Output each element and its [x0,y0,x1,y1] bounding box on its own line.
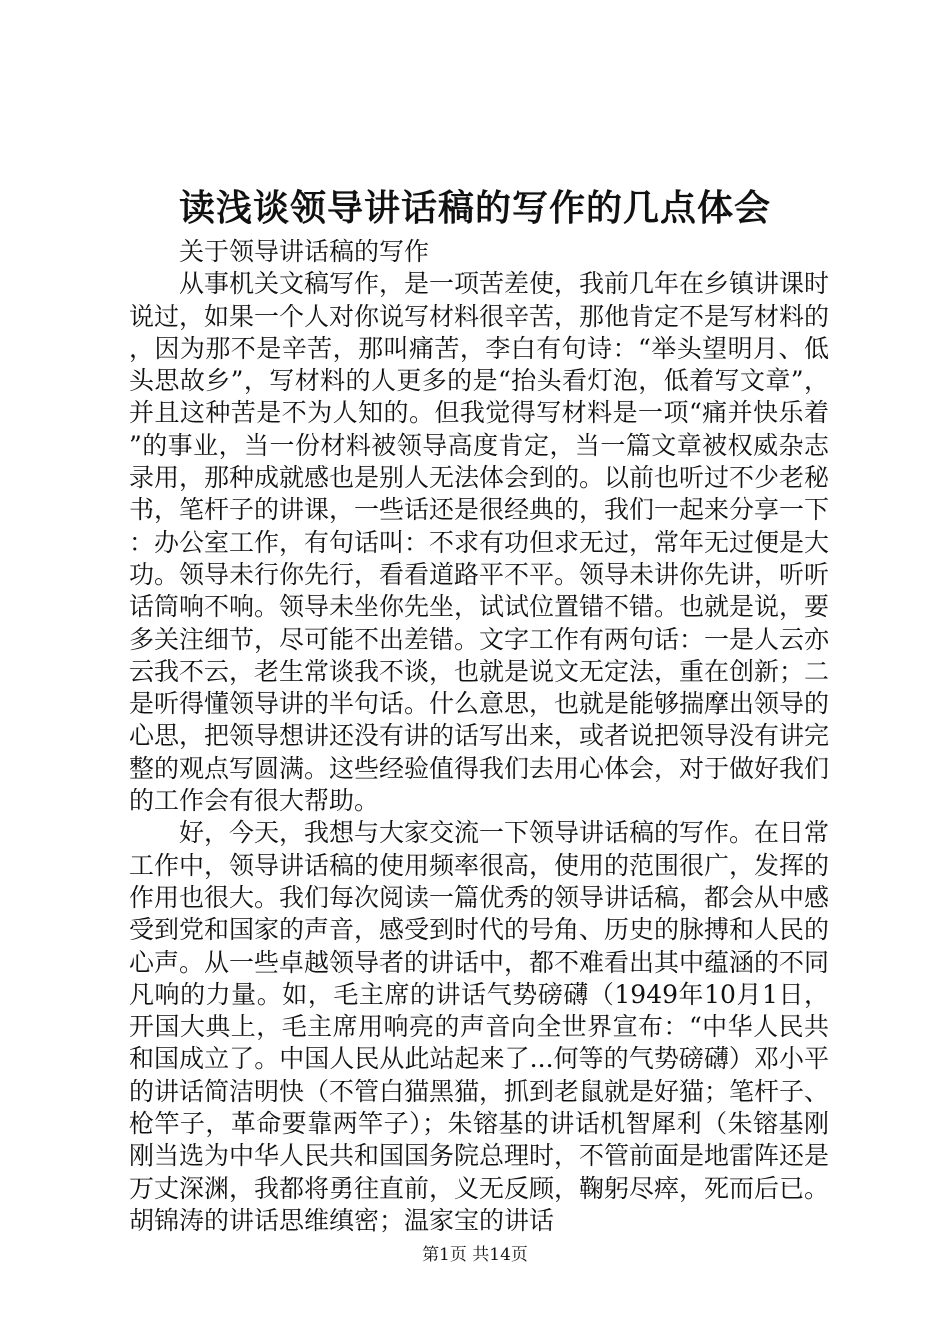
paragraph-subheading: 关于领导讲话稿的写作 [179,237,430,266]
document-body [129,236,829,1237]
page-footer: 第1页 共14页 [422,1245,528,1265]
paragraph: 从事机关文稿写作，是一项苦差使，我前几年在乡镇讲课时说过，如果一个人对你说写材料很辛苦，那他肯定不是写材料的，因为那不是辛苦，那叫痛苦，李白有句诗：“举头望明月、低头思故乡”，写材料的人更多的是“抬头看灯泡，低着写文章”，并且这种苦是不为人知的。但我觉得写材料是一项“痛并快乐着”的事业，当一份材料被领导高度肯定，当一篇文章被权威杂志录用，那种成就感也是别人无法体会到的。以前也听过不少老秘书，笔杆子的讲课，一些话还是很经典的，我们一起来分享一下：办公室工作，有句话叫：不求有功但求无过，常年无过便是大功。领导未行你先行，看看道路平不平。领导未讲你先讲，听听话筒响不响。领导未坐你先坐，试试位置错不错。也就是说，要多关注细节，尽可能不出差错。文字工作有两句话：一是人云亦云我不云，老生常谈我不谈，也就是说文无定法，重在创新；二是听得懂领导讲的半句话。什么意思，也就是能够揣摩出领导的心思，把领导想讲还没有讲的话写出来，或者说把领导没有讲完整的观点写圆满。这些经验值得我们去用心体会，对于做好我们的工作会有很大帮助。 [129,269,830,816]
paragraph: 好，今天，我想与大家交流一下领导讲话稿的写作。在日常工作中，领导讲话稿的使用频率很高，使用的范围很广，发挥的作用也很大。我们每次阅读一篇优秀的领导讲话稿，都会从中感受到党和国家的声音，感受到时代的号角、历史的脉搏和人民的心声。从一些卓越领导者的讲话中，都不难看出其中蕴涵的不同凡响的力量。如，毛主席的讲话气势磅礴（1949年10月1日，开国大典上，毛主席用响亮的声音向全世界宣布：“中华人民共和国成立了。中国人民从此站起来了...何等的气势磅礴）邓小平的讲话简洁明快（不管白猫黑猫，抓到老鼠就是好猫；笔杆子、枪竿子，革命要靠两竿子）；朱镕基的讲话机智犀利（朱镕基刚刚当选为中华人民共和国国务院总理时，不管前面是地雷阵还是万丈深渊，我都将勇往直前，义无反顾，鞠躬尽瘁，死而后已。胡锦涛的讲话思维缜密；温家宝的讲话 [129,818,830,1235]
document-title: 读浅谈领导讲话稿的写作的几点体会 [178,187,771,229]
